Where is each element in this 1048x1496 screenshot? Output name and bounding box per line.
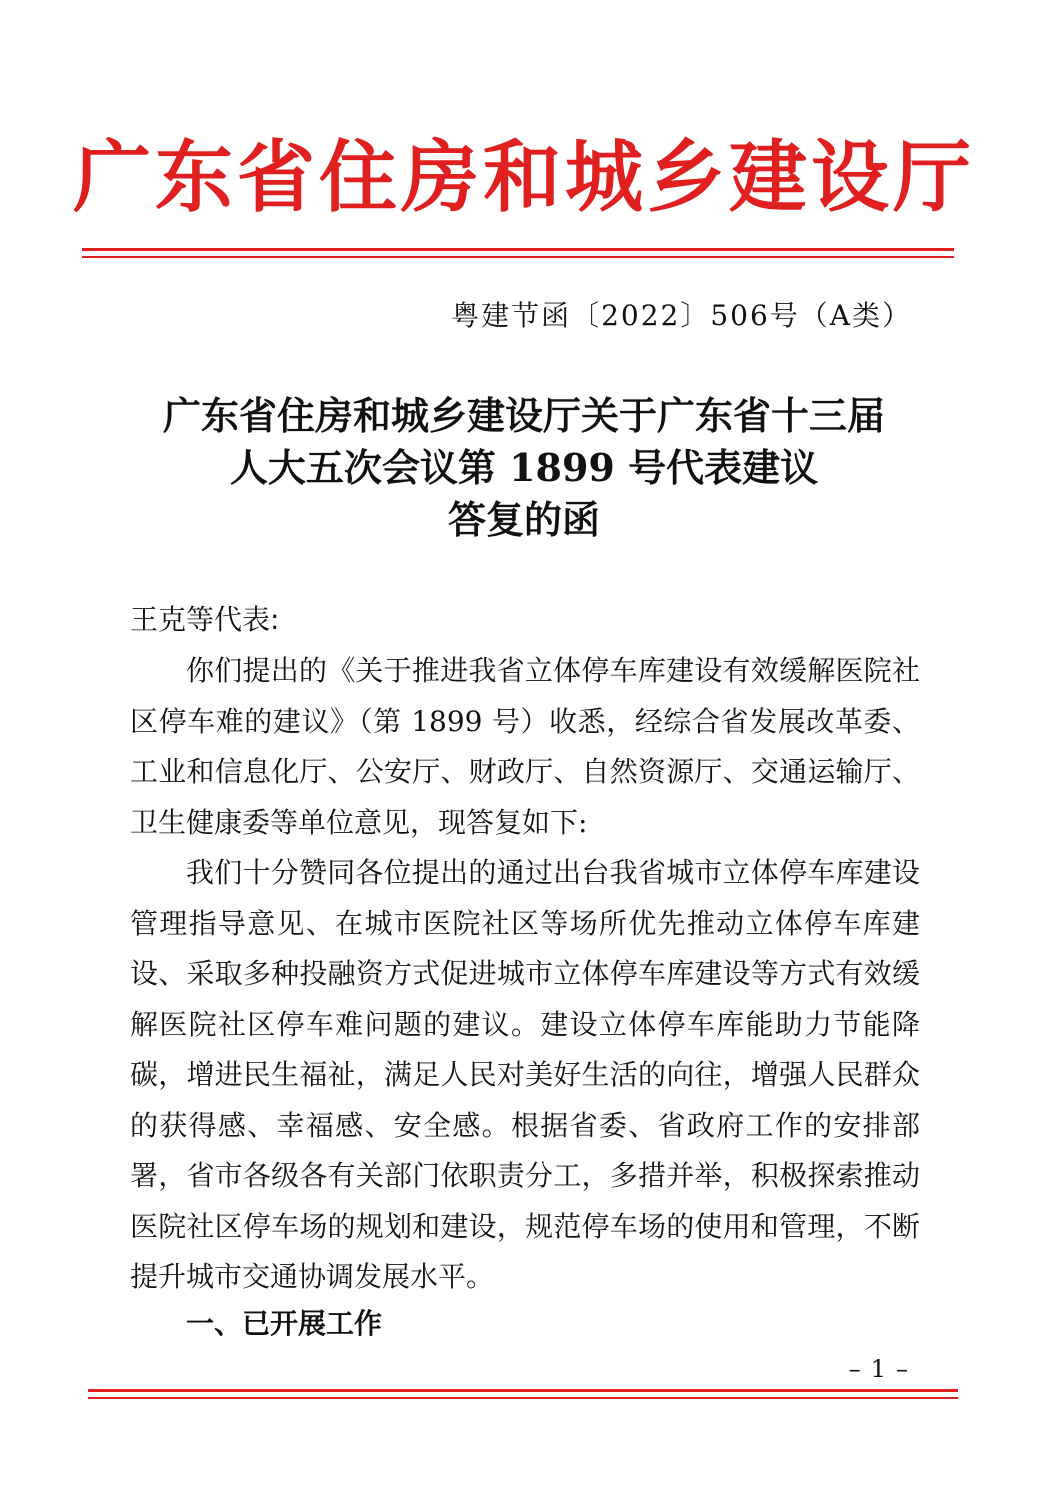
footer-divider-bottom xyxy=(88,1397,958,1399)
salutation: 王克等代表: xyxy=(130,603,280,636)
document-number: 粤建节函〔2022〕506号（A类） xyxy=(451,299,912,332)
footer-divider-top xyxy=(88,1389,958,1392)
page-number-dash-right: – xyxy=(896,1355,908,1383)
paragraph-2: 我们十分赞同各位提出的通过出台我省城市立体停车库建设管理指导意见、在城市医院社区等场所优先推动立体停车库建设、采取多种投融资方式促进城市立体停车库建设等方式有效缓解医院社区停车难问题的建议。建设立体停车库能助力节能降碳，增进民生福祉，满足人民对美好生活的向往，增强人民群众的获得感、幸福感、安全感。根据省委、省政府工作的安排部署，省市各级各有关部门依职责分工，多措并举，积极探索推动医院社区停车场的规划和建设，规范停车场的使用和管理，不断提升城市交通协调发展水平。 xyxy=(130,856,920,1293)
title-line-3: 答复的函 xyxy=(447,497,600,542)
letterhead-divider-top xyxy=(82,248,954,251)
page-number-value: 1 xyxy=(870,1355,886,1383)
letterhead-title: 广东省住房和城乡建设厅 xyxy=(72,132,975,223)
page-number-dash-left: – xyxy=(848,1355,861,1383)
section-heading: 一、已开展工作 xyxy=(186,1307,383,1340)
title-line-1: 广东省住房和城乡建设厅关于广东省十三届 xyxy=(162,393,885,438)
paragraph-1: 你们提出的《关于推进我省立体停车库建设有效缓解医院社区停车难的建议》（第 1899 号）收悉，经综合省发展改革委、工业和信息化厅、公安厅、财政厅、自然资源厅、交通运输厅、卫生健康委等单位意见，现答复如下: xyxy=(130,654,920,839)
letterhead-divider-bottom xyxy=(82,256,954,258)
title-line-2: 人大五次会议第 1899 号代表建议 xyxy=(229,445,819,490)
page-number xyxy=(0,1354,918,1384)
